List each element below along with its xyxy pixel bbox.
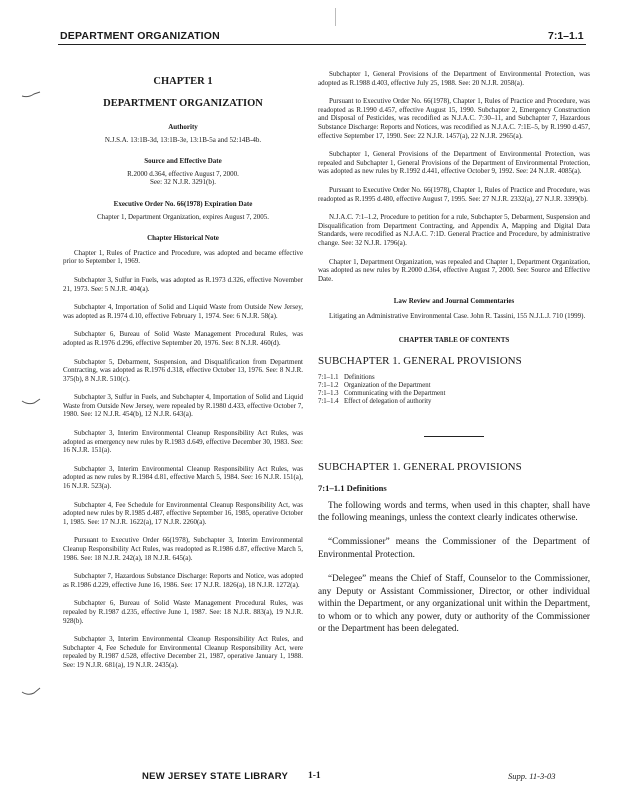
historical-note-paragraph: Subchapter 7, Hazardous Substance Discharge: Reports and Notice, was adopted as R.1986 d.229, effective June 16, 1986. See: 17 N.J.R. 1826(a), 18 N.J.R. 1272(a). bbox=[63, 572, 303, 589]
toc-entry[interactable] bbox=[318, 374, 590, 382]
authority-text: N.J.S.A. 13:1B-3d, 13:1B-3e, 13:1B-5a and 52:14B-4b. bbox=[104, 135, 262, 144]
toc-subchapter: SUBCHAPTER 1. GENERAL PROVISIONS bbox=[318, 355, 522, 368]
toc-section-title: Communicating with the Department bbox=[344, 390, 446, 398]
historical-note-paragraph: Subchapter 3, Interim Environmental Cleanup Responsibility Act Rules, was adopted as emergency new rules by R.1983 d.649, effective December 30, 1983. See: 16 N.J.R. 151(a). bbox=[63, 429, 303, 455]
law-review-text: Litigating an Administrative Environmental Case. John R. Tassini, 155 N.J.L.J. 710 (1999). bbox=[329, 311, 586, 320]
historical-note-paragraph: Subchapter 1, General Provisions of the Department of Environmental Protection, was adopted as R.1988 d.403, effective July 25, 1988. See: 20 N.J.R. 2058(a). bbox=[318, 70, 590, 87]
margin-mark bbox=[20, 396, 42, 408]
running-header-section: 7:1–1.1 bbox=[548, 30, 584, 42]
section-heading: 7:1–1.1 Definitions bbox=[318, 483, 387, 494]
historical-note-paragraph: Subchapter 3, Sulfur in Fuels, was adopted as R.1973 d.326, effective November 21, 1973. See: 5 N.J.R. 404(a). bbox=[63, 275, 303, 293]
law-review-heading: Law Review and Journal Commentaries bbox=[393, 297, 515, 306]
chapter-title: DEPARTMENT ORGANIZATION bbox=[103, 98, 263, 109]
historical-note-paragraph: Pursuant to Executive Order 66(1978), Subchapter 3, Interim Environmental Cleanup Responsibility Act Rules, was readopted as R.1986 d.87, effective March 5, 1986. See: 18 N.J.R. 242(a), 18 N.J.R. 645(a). bbox=[63, 536, 303, 562]
body-paragraph: The following words and terms, when used in this chapter, shall have the following meanings, unless the context clearly indicates otherwise. bbox=[318, 499, 590, 523]
historical-note-paragraph: Pursuant to Executive Order No. 66(1978), Chapter 1, Rules of Practice and Procedure, was readopted as R.1995 d.480, effective August 7, 1995. See: 27 N.J.R. 2332(a), 27 N.J.R. 3399(b). bbox=[318, 185, 590, 203]
historical-note-paragraph: Subchapter 4, Fee Schedule for Environmental Cleanup Responsibility Act, was adopted new rules by R.1985 d.487, effective September 16, 1985, operative October 1, 1985. See: 17 N.J.R. 1622(a), 17 N.J.R. 2260(a). bbox=[63, 500, 303, 526]
historical-note-paragraph: Subchapter 6, Bureau of Solid Waste Management Procedural Rules, was adopted as R.1976 d.296, effective September 20, 1976. See: 8 N.J.R. 460(d). bbox=[63, 330, 303, 347]
toc-section-title: Organization of the Department bbox=[344, 382, 431, 390]
toc-heading: CHAPTER TABLE OF CONTENTS bbox=[398, 336, 510, 345]
supplement-date: Supp. 11-3-03 bbox=[508, 771, 556, 781]
expiration-text: Chapter 1, Department Organization, expires August 7, 2005. bbox=[97, 212, 269, 221]
body-paragraph: “Delegee” means the Chief of Staff, Counselor to the Commissioner, any Deputy or Assistant Commissioner, Director, or other individual within the Department, or any organizational unit within the Department, to whom or to which any power, duty or authority of the Commissioner or the Department has been delegated. bbox=[318, 573, 590, 633]
toc-entry[interactable] bbox=[318, 382, 590, 390]
running-header-title: DEPARTMENT ORGANIZATION bbox=[60, 30, 220, 42]
historical-note-paragraph: N.J.A.C. 7:1–1.2, Procedure to petition for a rule, Subchapter 5, Debarment, Suspension and Disqualification from Department Contracting, and Appendix A, Mapping and Digital Data Standards, were recodified as N.J.A.C. 7:1D. General Practice and Procedure, by administrative change. See: 32 N.J.R. 1796(a). bbox=[318, 213, 590, 247]
margin-mark bbox=[20, 88, 42, 100]
historical-note-paragraph: Subchapter 5, Debarment, Suspension, and Disqualification from Department Contracting, was adopted as R.1976 d.318, effective October 13, 1976. See: 8 N.J.R. 375(b), 8 N.J.R. 510(c). bbox=[63, 357, 303, 383]
toc-section-number: 7:1–1.1 bbox=[318, 374, 339, 382]
toc-entry[interactable] bbox=[318, 398, 590, 406]
authority-heading: Authority bbox=[168, 123, 198, 131]
historical-note-paragraph: Subchapter 3, Interim Environmental Cleanup Responsibility Act Rules, and Subchapter 4, Fee Schedule for Environmental Cleanup Responsibility Act, were repealed by R.1987 d.528, effective December 21, 1987, operative January 1, 1988. See: 19 N.J.R. 681(a), 19 N.J.R. 2435(a). bbox=[63, 635, 303, 669]
page-number: 1-1 bbox=[308, 771, 321, 781]
right-column bbox=[318, 70, 590, 646]
toc-section-number: 7:1–1.2 bbox=[318, 382, 339, 390]
toc-section-title: Effect of delegation of authority bbox=[344, 398, 432, 406]
historical-note-paragraph: Chapter 1, Department Organization, was repealed and Chapter 1, Department Organization, was adopted as new rules by R.2000 d.364, effective August 7, 2000. See: Source and Effective Date. bbox=[318, 257, 590, 283]
toc-entry[interactable] bbox=[318, 390, 590, 398]
subchapter-heading: SUBCHAPTER 1. GENERAL PROVISIONS bbox=[318, 461, 522, 474]
toc-section-number: 7:1–1.4 bbox=[318, 398, 339, 406]
historical-note-paragraph: Subchapter 3, Sulfur in Fuels, and Subchapter 4, Importation of Solid and Liquid Waste from Outside New Jersey, were repealed by R.1980 d.433, effective October 7, 1980. See: 12 N.J.R. 454(b), 12 N.J.R. 643(a). bbox=[63, 393, 303, 419]
historical-note-paragraph: Subchapter 1, General Provisions of the Department of Environmental Protection, was repealed and Subchapter 1, General Provisions of the Department of Environmental Protection, was adopted as new rules by R.1992 d.441, effective October 9, 1992. See: 24 N.J.R. 4085(a). bbox=[318, 150, 590, 176]
historical-note-heading: Chapter Historical Note bbox=[147, 234, 219, 243]
toc-section-number: 7:1–1.3 bbox=[318, 390, 339, 398]
section-divider bbox=[424, 436, 484, 437]
chapter-number: CHAPTER 1 bbox=[153, 76, 213, 87]
body-paragraph: “Commissioner” means the Commissioner of the Department of Environmental Protection. bbox=[318, 536, 590, 559]
historical-note-paragraph: Subchapter 6, Bureau of Solid Waste Management Procedural Rules, was repealed by R.1987 d.235, effective June 1, 1987. See: 18 N.J.R. 883(a), 19 N.J.R. 928(b). bbox=[63, 599, 303, 625]
table-of-contents bbox=[318, 374, 590, 406]
historical-note-paragraph: Subchapter 4, Importation of Solid and Liquid Waste from Outside New Jersey, was adopted as R.1974 d.10, effective February 1, 1974. See: 6 N.J.R. 58(a). bbox=[63, 303, 303, 320]
library-stamp: NEW JERSEY STATE LIBRARY bbox=[142, 771, 289, 782]
scan-mark bbox=[335, 8, 336, 26]
historical-note-paragraph: Pursuant to Executive Order No. 66(1978), Chapter 1, Rules of Practice and Procedure, was readopted as R.1990 d.457, effective August 15, 1990. Subchapter 2, Emergency Construction and Disposal of Pesticides, was recodified as N.J.A.C. 7:30–11, and Subchapter 7, Hazardous Substance Discharge: Reports and Notices, was recodified as N.J.A.C. 7:1E–5, by R.1990 d.457, effective September 17, 1990. See: 22 N.J.R. 1457(a), 22 N.J.R. 2965(a). bbox=[318, 97, 590, 140]
margin-mark bbox=[20, 686, 42, 698]
header-rule bbox=[58, 44, 586, 45]
historical-note-paragraph: Chapter 1, Rules of Practice and Procedure, was adopted and became effective prior to September 1, 1969. bbox=[63, 248, 303, 266]
source-text: R.2000 d.364, effective August 7, 2000. bbox=[127, 169, 239, 178]
expiration-heading: Executive Order No. 66(1978) Expiration Date bbox=[113, 199, 253, 208]
source-heading: Source and Effective Date bbox=[144, 157, 222, 166]
left-column bbox=[63, 70, 303, 680]
toc-section-title: Definitions bbox=[344, 374, 375, 382]
source-text: See: 32 N.J.R. 3291(b). bbox=[150, 178, 216, 187]
historical-note-paragraph: Subchapter 3, Interim Environmental Cleanup Responsibility Act Rules, was adopted as new rules by R.1984 d.81, effective March 5, 1984. See: 16 N.J.R. 151(a), 16 N.J.R. 523(a). bbox=[63, 464, 303, 491]
